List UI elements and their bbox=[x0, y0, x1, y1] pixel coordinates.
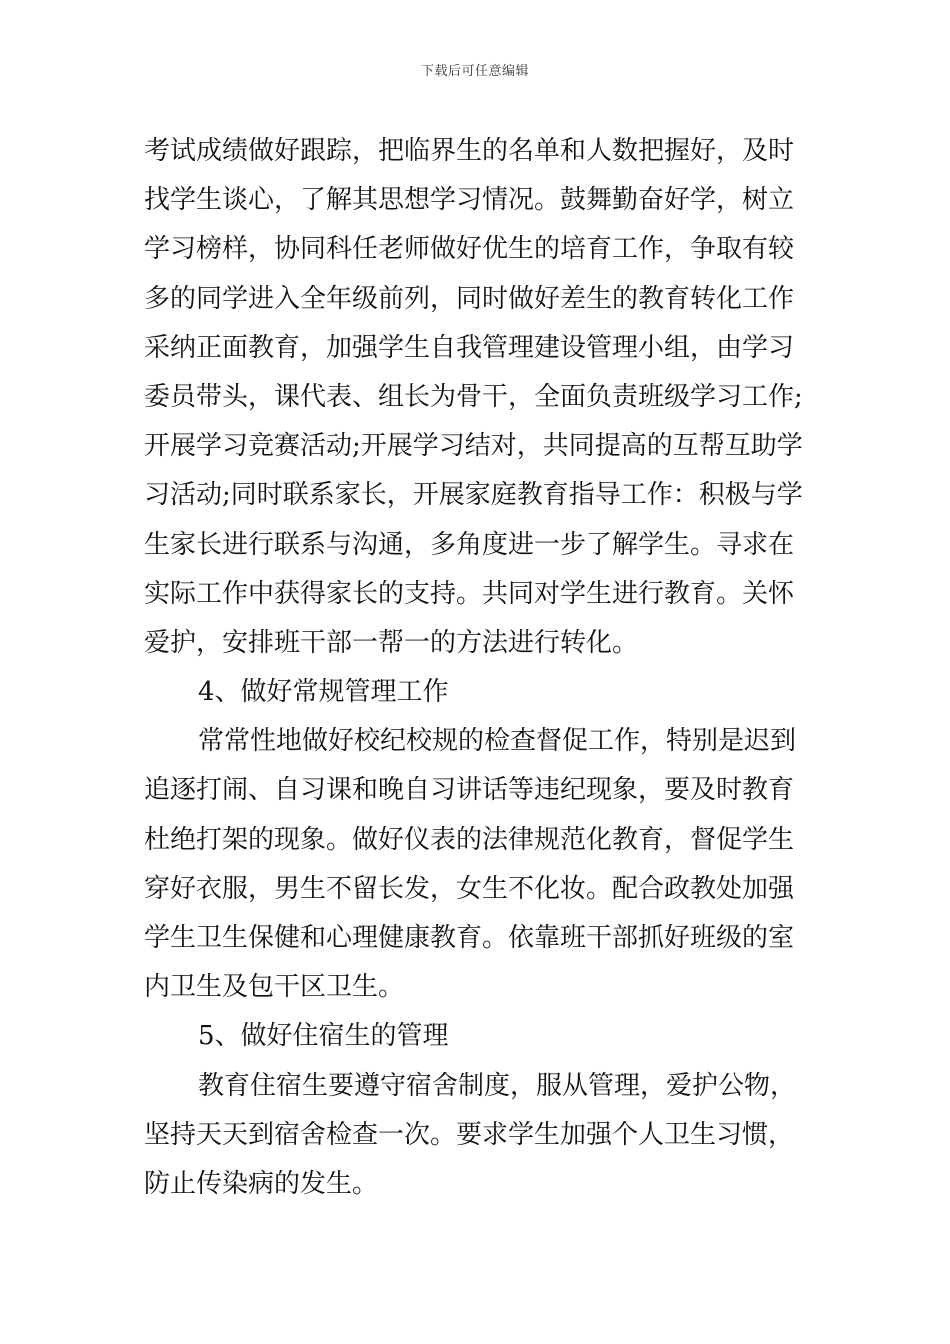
text-line: 学生卫生保健和心理健康教育。依靠班干部抓好班级的室 bbox=[144, 923, 795, 953]
text-line: 常常性地做好校纪校规的检查督促工作，特别是迟到 bbox=[198, 726, 797, 757]
text-line: 习活动;同时联系家长，开展家庭教育指导工作：积极与学 bbox=[144, 480, 803, 511]
text-line: 防止传染病的发生。 bbox=[144, 1168, 379, 1199]
text-line: 采纳正面教育，加强学生自我管理建设管理小组，由学习 bbox=[144, 332, 795, 363]
text-line: 4、做好常规管理工作 bbox=[198, 677, 449, 708]
text-line: 爱护，安排班干部一帮一的方法进行转化。 bbox=[144, 627, 639, 658]
text-line: 教育住宿生要遵守宿舍制度，服从管理，爱护公物， bbox=[198, 1070, 797, 1101]
text-line: 找学生谈心，了解其思想学习情况。鼓舞勤奋好学，树立 bbox=[144, 185, 795, 216]
text-line: 学习榜样，协同科任老师做好优生的培育工作，争取有较 bbox=[144, 234, 795, 265]
text-line: 杜绝打架的现象。做好仪表的法律规范化教育，督促学生 bbox=[144, 824, 795, 855]
page-header: 下载后可任意编辑 bbox=[420, 64, 529, 79]
text-line: 多的同学进入全年级前列，同时做好差生的教育转化工作 bbox=[144, 283, 795, 314]
text-line: 生家长进行联系与沟通，多角度进一步了解学生。寻求在 bbox=[144, 529, 795, 560]
text-line: 委员带头，课代表、组长为骨干，全面负责班级学习工作; bbox=[144, 381, 803, 412]
text-line: 穿好衣服，男生不留长发，女生不化妆。配合政教处加强 bbox=[144, 873, 795, 904]
text-line: 5、做好住宿生的管理 bbox=[198, 1021, 449, 1052]
text-line: 考试成绩做好跟踪，把临界生的名单和人数把握好，及时 bbox=[144, 136, 795, 166]
text-line: 追逐打闹、自习课和晚自习讲话等违纪现象，要及时教育 bbox=[144, 775, 795, 806]
text-line: 内卫生及包干区卫生。 bbox=[144, 972, 405, 1003]
text-line: 坚持天天到宿舍检查一次。要求学生加强个人卫生习惯， bbox=[144, 1119, 795, 1150]
text-line: 实际工作中获得家长的支持。共同对学生进行教育。关怀 bbox=[144, 578, 795, 609]
text-line: 开展学习竞赛活动;开展学习结对，共同提高的互帮互助学 bbox=[144, 431, 803, 462]
document-body bbox=[144, 127, 814, 1209]
